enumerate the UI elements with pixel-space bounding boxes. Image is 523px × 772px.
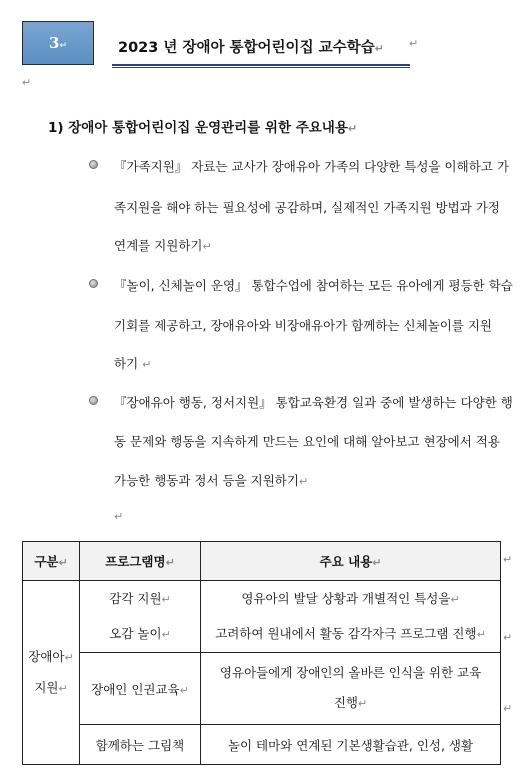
bullet-2-line-2: 기회를 제공하고, 장애유아와 비장애유아가 함께하는 신체놀이를 지원 <box>114 318 492 333</box>
row-end-mark: ↵ <box>503 631 513 644</box>
bullet-2-line-3: 하기 ↵ <box>114 356 152 371</box>
row-end-mark: ↵ <box>503 553 513 566</box>
table-row <box>23 653 501 725</box>
bullet-1-line-3: 연계를 지원하기↵ <box>114 238 212 253</box>
bullet-icon <box>89 160 98 169</box>
row-end-mark: ↵ <box>503 702 513 715</box>
program-cell: 장애인 인권교육↵ <box>80 653 201 725</box>
title-underline-thin <box>112 67 410 68</box>
program-cell: 함께하는 그림책 <box>80 725 201 765</box>
bullet-icon <box>89 279 98 288</box>
paragraph-mark: ↵ <box>114 510 124 523</box>
bullet-2-line-1: 『놀이, 신체놀이 운영』 통합수업에 참여하는 모든 유아에게 평등한 학습 <box>114 278 513 293</box>
program-cell: 감각 지원↵ 오감 놀이↵ <box>80 581 201 653</box>
content-cell: 영유아들에게 장애인의 올바른 인식을 위한 교육 진행↵ <box>201 653 501 725</box>
paragraph-mark: ↵ <box>409 37 419 50</box>
page-title: 2023 년 장애아 통합어린이집 교수학습↵ <box>118 40 384 56</box>
bullet-icon <box>89 396 98 405</box>
header-content: 주요 내용↵ <box>201 542 501 581</box>
bullet-3-line-2: 동 문제와 행동을 지속하게 만드는 요인에 대해 알아보고 현장에서 적용 <box>114 434 500 449</box>
bullet-3-line-1: 『장애유아 행동, 정서지원』 통합교육환경 일과 중에 발생하는 다양한 행 <box>114 395 513 410</box>
bullet-1-line-2: 족지원을 해야 하는 필요성에 공감하며, 실제적인 가족지원 방법과 가정 <box>114 200 500 215</box>
chapter-number-box <box>22 21 94 65</box>
section-heading: 1) 장애아 통합어린이집 운영관리를 위한 주요내용↵ <box>48 120 358 136</box>
table-header-row <box>23 542 501 581</box>
table-row <box>23 581 501 653</box>
bullet-3-line-3: 가능한 행동과 정서 등을 지원하기↵ <box>114 473 309 488</box>
chapter-number: 3↵ <box>49 34 67 52</box>
program-table <box>22 541 501 765</box>
header-program: 프로그램명↵ <box>80 542 201 581</box>
category-cell: 장애아↵ 지원↵ <box>23 581 80 765</box>
content-cell: 놀이 테마와 연계된 기본생활습관, 인성, 생활 <box>201 725 501 765</box>
paragraph-mark: ↵ <box>22 76 32 89</box>
header-category: 구분↵ <box>23 542 80 581</box>
bullet-1-line-1: 『가족지원』 자료는 교사가 장애유아 가족의 다양한 특성을 이해하고 가 <box>114 159 509 174</box>
content-cell: 영유아의 발달 상황과 개별적인 특성을↵ 고려하여 원내에서 활동 감각자극 프로그램 진행↵ <box>201 581 501 653</box>
table-row <box>23 725 501 765</box>
title-underline <box>112 64 410 66</box>
